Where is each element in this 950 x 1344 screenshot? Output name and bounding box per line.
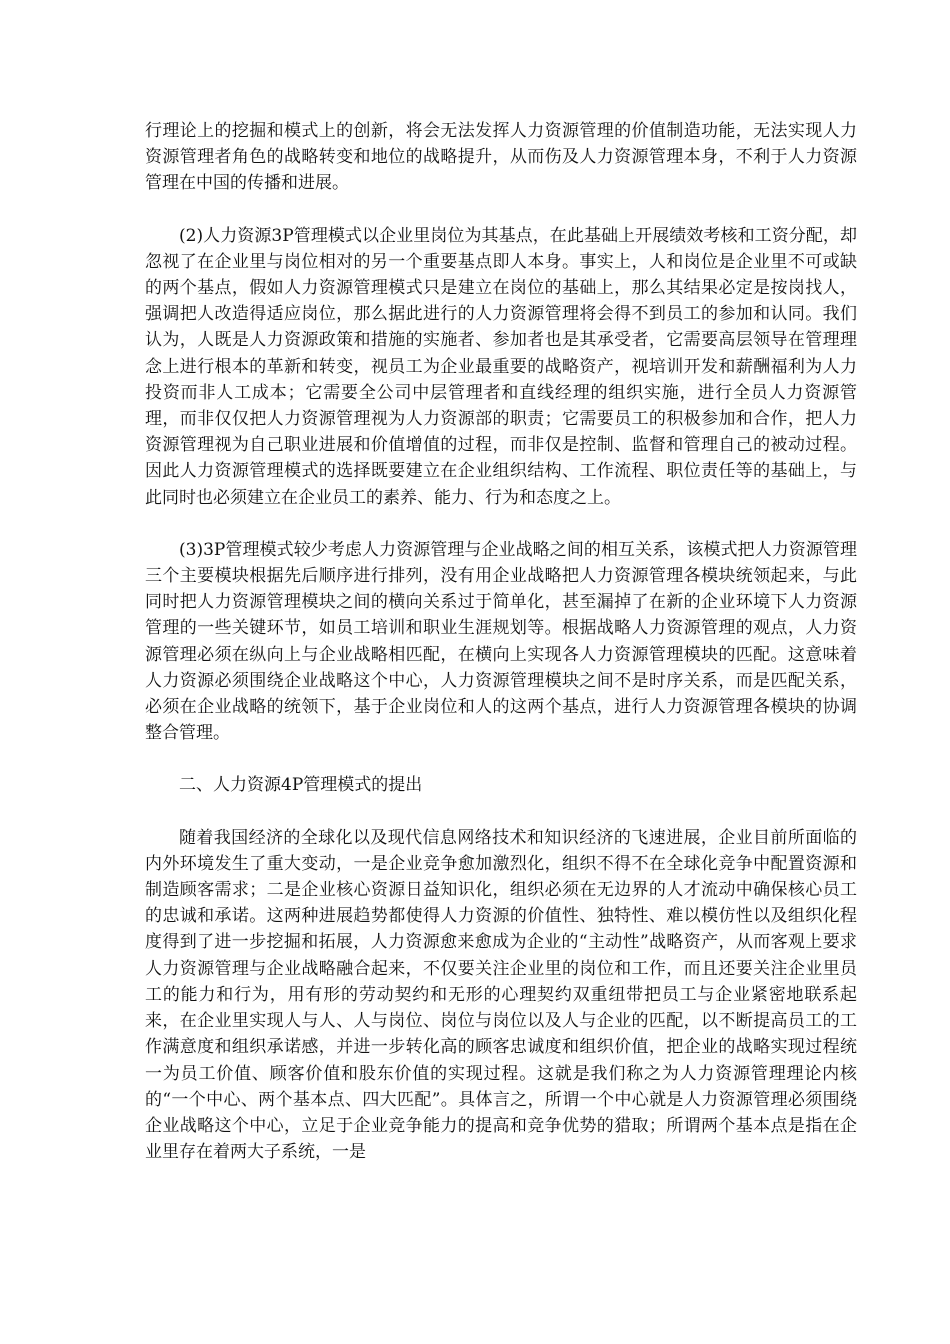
document-body	[145, 118, 857, 1191]
section-heading: 二、人力资源4P管理模式的提出	[179, 775, 423, 796]
paragraph-point-3: (3)3P管理模式较少考虑人力资源管理与企业战略之间的相互关系，该模式把人力资源管理三个主要模块根据先后顺序进行排列，没有用企业战略把人力资源管理各模块统领起来，与此同时把人力资源管理模块之间的横向关系过于简单化，甚至漏掉了在新的企业环境下人力资源管理的一些关键环节，如员工培训和职业生涯规划等。根据战略人力资源管理的观点，人力资源管理必须在纵向上与企业战略相匹配，在横向上实现各人力资源管理模块的匹配。这意味着人力资源必须围绕企业战略这个中心，人力资源管理模块之间不是时序关系，而是匹配关系，必须在企业战略的统领下，基于企业岗位和人的这两个基点，进行人力资源管理各模块的协调整合管理。	[145, 539, 857, 744]
paragraph-section-intro: 随着我国经济的全球化以及现代信息网络技术和知识经济的飞速进展，企业目前所面临的内外环境发生了重大变动，一是企业竞争愈加激烈化，组织不得不在全球化竞争中配置资源和制造顾客需求；二是企业核心资源日益知识化，组织必须在无边界的人才流动中确保核心员工的忠诚和承诺。这两种进展趋势都使得人力资源的价值性、独特性、难以模仿性以及组织化程度得到了进一步挖掘和拓展，人力资源愈来愈成为企业的“主动性”战略资产，从而客观上要求人力资源管理与企业战略融合起来，不仅要关注企业里的岗位和工作，而且还要关注企业里员工的能力和行为，用有形的劳动契约和无形的心理契约双重纽带把员工与企业紧密地联系起来，在企业里实现人与人、人与岗位、岗位与岗位以及人与企业的匹配，以不断提高员工的工作满意度和组织承诺感，并进一步转化高的顾客忠诚度和组织价值，把企业的战略实现过程统一为员工价值、顾客价值和股东价值的实现过程。这就是我们称之为人力资源管理理论内核的“一个中心、两个基本点、四大匹配”。具体言之，所谓一个中心就是人力资源管理必须围绕企业战略这个中心，立足于企业竞争能力的提高和竞争优势的猎取；所谓两个基本点是指在企业里存在着两大子系统，一是	[145, 827, 857, 1163]
paragraph-continuation: 行理论上的挖掘和模式上的创新，将会无法发挥人力资源管理的价值制造功能，无法实现人力资源管理者角色的战略转变和地位的战略提升，从而伤及人力资源管理本身，不利于人力资源管理在中国的传播和进展。	[145, 121, 857, 194]
paragraph-point-2: (2)人力资源3P管理模式以企业里岗位为其基点，在此基础上开展绩效考核和工资分配，却忽视了在企业里与岗位相对的另一个重要基点即人本身。事实上，人和岗位是企业里不可或缺的两个基点，假如人力资源管理模式只是建立在岗位的基础上，那么其结果必定是按岗找人，强调把人改造得适应岗位，那么据此进行的人力资源管理将会得不到员工的参加和认同。我们认为，人既是人力资源政策和措施的实施者、参加者也是其承受者，它需要高层领导在管理理念上进行根本的革新和转变，视员工为企业最重要的战略资产，视培训开发和薪酬福利为人力投资而非人工成本；它需要全公司中层管理者和直线经理的组织实施，进行全员人力资源管理，而非仅仅把人力资源管理视为人力资源部的职责；它需要员工的积极参加和合作，把人力资源管理视为自己职业进展和价值增值的过程，而非仅是控制、监督和管理自己的被动过程。因此人力资源管理模式的选择既要建立在企业组织结构、工作流程、职位责任等的基础上，与此同时也必须建立在企业员工的素养、能力、行为和态度之上。	[145, 225, 857, 508]
